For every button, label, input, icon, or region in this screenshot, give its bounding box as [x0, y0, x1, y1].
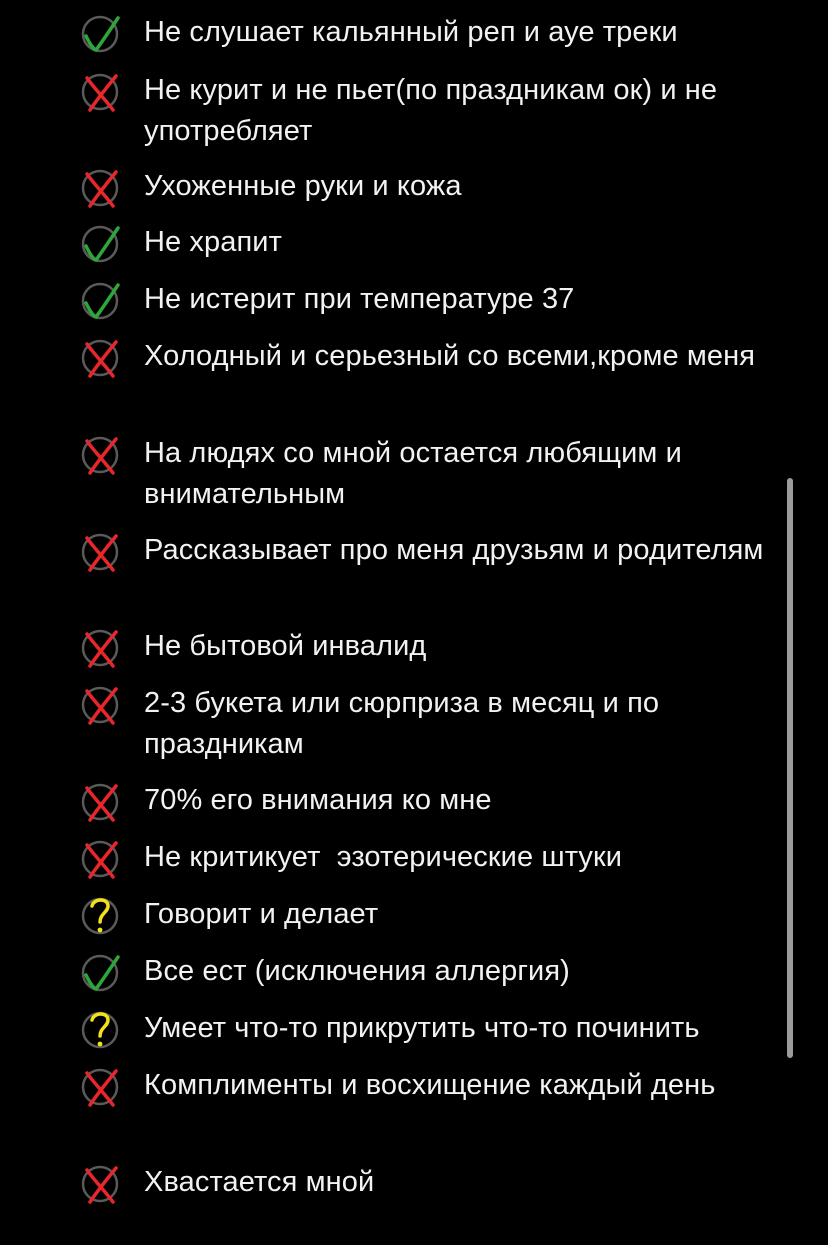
- checkbox[interactable]: [80, 336, 120, 380]
- checklist-item-label[interactable]: Рассказывает про меня друзьям и родителям: [144, 534, 764, 566]
- green-check-icon: [80, 222, 120, 266]
- checkbox[interactable]: [80, 1008, 120, 1052]
- checklist-item-label[interactable]: Не истерит при температуре 37: [144, 283, 575, 315]
- red-cross-icon: [80, 626, 120, 670]
- checklist-item-label[interactable]: 70% его внимания ко мне: [144, 784, 492, 816]
- red-cross-icon: [80, 683, 120, 727]
- checkbox[interactable]: [80, 279, 120, 323]
- yellow-question-icon: [80, 1008, 120, 1052]
- checklist-item-label[interactable]: Не критикует эзотерические штуки: [144, 841, 623, 873]
- red-cross-icon: [80, 336, 120, 380]
- red-cross-icon: [80, 336, 120, 380]
- green-check-icon: [80, 951, 120, 995]
- checklist-item-label[interactable]: Комплименты и восхищение каждый день: [144, 1069, 716, 1101]
- red-cross-icon: [80, 626, 120, 670]
- checkbox[interactable]: [80, 780, 120, 824]
- red-cross-icon: [80, 837, 120, 881]
- red-cross-icon: [80, 1065, 120, 1109]
- yellow-question-icon: [80, 894, 120, 938]
- checkbox[interactable]: [80, 626, 120, 670]
- checkbox[interactable]: [80, 894, 120, 938]
- red-cross-icon: [80, 530, 120, 574]
- red-cross-icon: [80, 837, 120, 881]
- checklist-item-label[interactable]: Не слушает кальянный реп и ауе треки: [144, 16, 678, 48]
- yellow-question-icon: [80, 894, 120, 938]
- checklist-item-label[interactable]: Холодный и серьезный со всеми,кроме меня: [144, 340, 756, 372]
- red-cross-icon: [80, 433, 120, 477]
- red-cross-icon: [80, 70, 120, 114]
- checkbox[interactable]: [80, 1065, 120, 1109]
- checklist-item-label[interactable]: Умеет что-то прикрутить что-то починить: [144, 1012, 700, 1044]
- checklist-item-label[interactable]: 2-3 букета или сюрприза в месяц и по праздникам: [144, 687, 668, 760]
- checkbox[interactable]: [80, 222, 120, 266]
- red-cross-icon: [80, 780, 120, 824]
- checklist-item-label[interactable]: Не храпит: [144, 226, 282, 258]
- checkbox[interactable]: [80, 951, 120, 995]
- red-cross-icon: [80, 1065, 120, 1109]
- red-cross-icon: [80, 1162, 120, 1206]
- red-cross-icon: [80, 1162, 120, 1206]
- checklist-item-label[interactable]: Все ест (исключения аллергия): [144, 955, 570, 987]
- green-check-icon: [80, 222, 120, 266]
- checklist-item-label[interactable]: Хвастается мной: [144, 1166, 375, 1198]
- red-cross-icon: [80, 166, 120, 210]
- scrollbar[interactable]: [787, 478, 793, 1058]
- checkbox[interactable]: [80, 433, 120, 477]
- red-cross-icon: [80, 530, 120, 574]
- red-cross-icon: [80, 166, 120, 210]
- checklist-item-label[interactable]: На людях со мной остается любящим и внимательным: [144, 437, 691, 510]
- checklist-item-label[interactable]: Не курит и не пьет(по праздникам ок) и не употребляет: [144, 74, 726, 147]
- red-cross-icon: [80, 780, 120, 824]
- checkbox[interactable]: [80, 12, 120, 56]
- green-check-icon: [80, 12, 120, 56]
- green-check-icon: [80, 951, 120, 995]
- checkbox[interactable]: [80, 1162, 120, 1206]
- green-check-icon: [80, 279, 120, 323]
- red-cross-icon: [80, 433, 120, 477]
- checklist-item-label[interactable]: Ухоженные руки и кожа: [144, 170, 462, 202]
- checkbox[interactable]: [80, 166, 120, 210]
- checklist-item-label[interactable]: Говорит и делает: [144, 898, 379, 930]
- checkbox[interactable]: [80, 70, 120, 114]
- red-cross-icon: [80, 70, 120, 114]
- checkbox[interactable]: [80, 530, 120, 574]
- yellow-question-icon: [80, 1008, 120, 1052]
- checklist-item-label[interactable]: Не бытовой инвалид: [144, 630, 427, 662]
- red-cross-icon: [80, 683, 120, 727]
- checkbox[interactable]: [80, 683, 120, 727]
- green-check-icon: [80, 12, 120, 56]
- checkbox[interactable]: [80, 837, 120, 881]
- green-check-icon: [80, 279, 120, 323]
